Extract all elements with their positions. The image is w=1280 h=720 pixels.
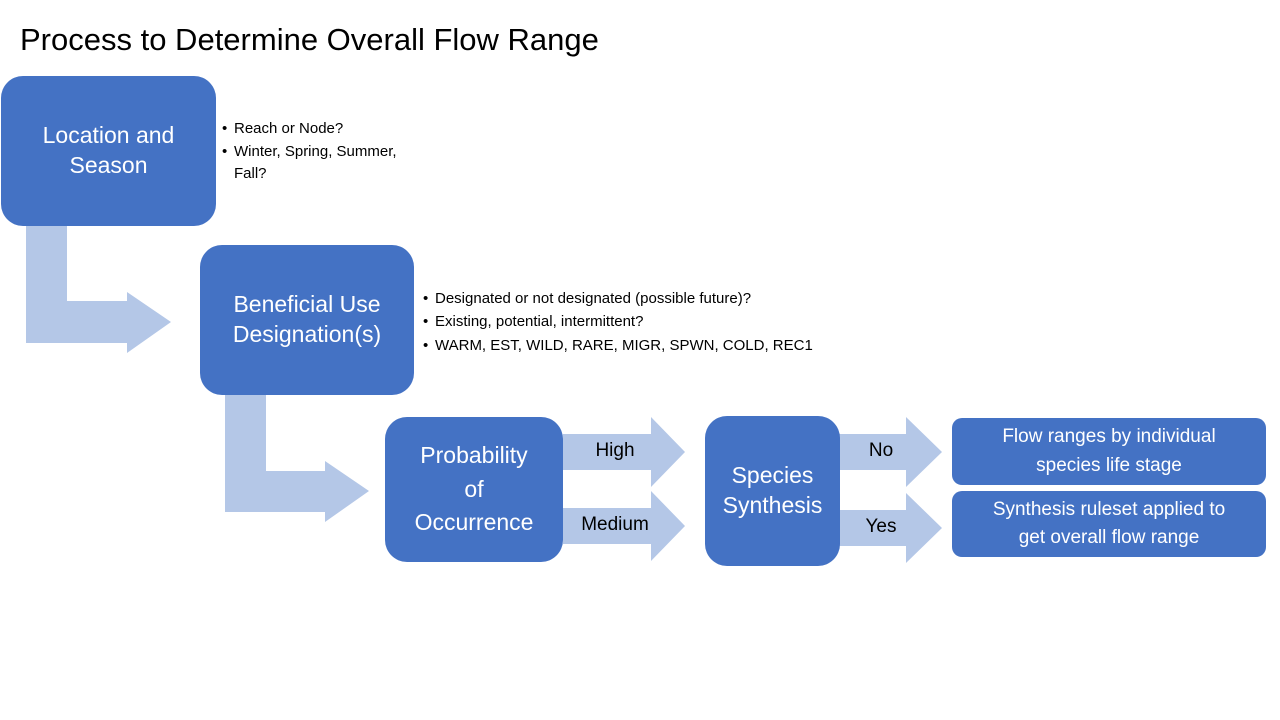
location-season-box [1,76,216,226]
beneficial-use-label-line2: Designation(s) [232,321,382,347]
bent-arrow-beneficial-to-probability [225,395,369,522]
note-seasons-line1: Winter, Spring, Summer, [234,142,397,160]
note-reach-or-node: • Reach or Node? [222,118,432,141]
beneficial-use-label-line1: Beneficial Use [233,291,381,318]
note-use-codes: • WARM, EST, WILD, RARE, MIGR, SPWN, COLD, REC1 [423,334,863,357]
species-synthesis-box [705,416,840,566]
note-existing: • Existing, potential, intermittent? [423,310,863,333]
location-season-notes [222,118,432,186]
probability-label-line1: Probability [420,442,528,469]
medium-label: Medium [581,514,649,535]
probability-label-line2: of [464,475,484,502]
result-no-line2: species life stage [1036,454,1182,476]
result-yes-line2: get overall flow range [1018,527,1200,548]
page-title: Process to Determine Overall Flow Range [20,22,599,57]
result-no-line1: Flow ranges by individual [1002,426,1216,447]
note-seasons [222,141,432,186]
probability-box [385,417,563,562]
bent-arrow-location-to-beneficial [26,226,171,353]
result-no-box [952,418,1266,485]
note-seasons-line2: Fall? [234,165,267,182]
location-season-label-line2: Season [69,152,148,178]
beneficial-use-notes [423,287,863,357]
yes-label: Yes [865,516,897,537]
species-synthesis-label-line1: Species [731,462,814,489]
location-season-label-line1: Location and [42,122,175,149]
result-yes-line1: Synthesis ruleset applied to [992,498,1226,520]
high-label: High [595,440,635,461]
beneficial-use-box [200,245,414,395]
result-yes-box [952,491,1266,557]
species-synthesis-label-line2: Synthesis [722,492,823,518]
no-label: No [868,440,894,461]
note-designated: • Designated or not designated (possible future)? [423,287,863,310]
probability-label-line3: Occurrence [414,509,534,536]
